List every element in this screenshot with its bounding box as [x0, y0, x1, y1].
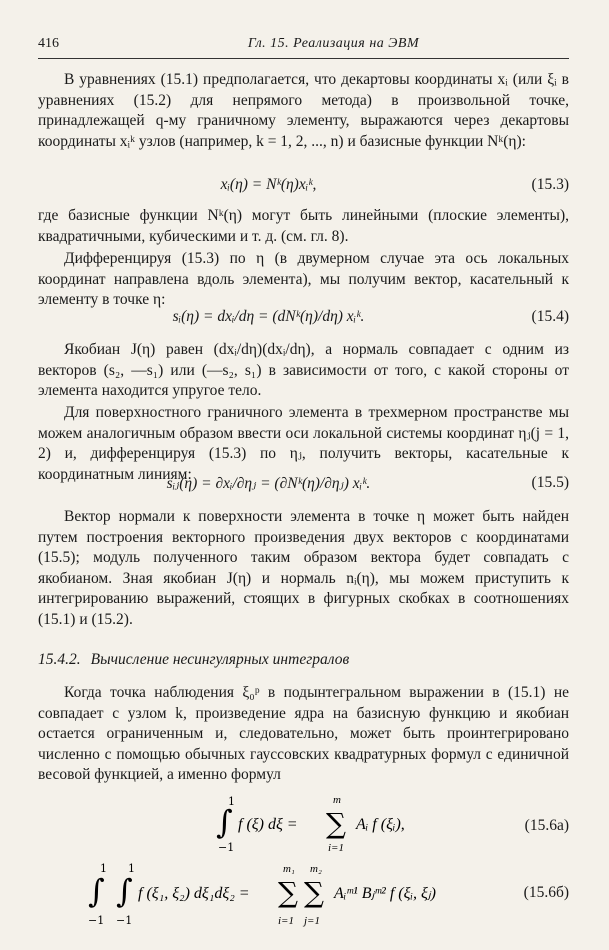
equation-number: (15.3) [531, 176, 569, 193]
paragraph-6: Вектор нормали к поверхности элемента в точке η может быть найден путем построения векторного произведения двух векторов с координатами (15.5); модуль полученного таким образом вектора будет совпадать с якобианом. Зная якобиан J(η) и нормаль nᵢ(η), мы можем приступить к интегрированию выражений, стоящих в фигурных скобках в соотношениях (15.1) и (15.2). [38, 508, 569, 628]
equation-15-3 [38, 176, 569, 200]
equation-number: (15.5) [531, 474, 569, 491]
sum-upper-1: m₁ [283, 863, 295, 875]
integral-sign-1: ∫ [88, 872, 105, 910]
equation-15-4 [38, 308, 569, 332]
equation-formula: sᵢ(η) = dxᵢ/dη = (dNᵏ(η)/dη) xᵢᵏ. [172, 308, 365, 325]
sum-sign-2: ∑ [304, 876, 324, 909]
equation-formula: xᵢ(η) = Nᵏ(η)xᵢᵏ, [220, 176, 317, 193]
lower-limit-1: −1 [88, 914, 105, 927]
page-number: 416 [38, 36, 59, 51]
paragraph-1: В уравнениях (15.1) предполагается, что декартовы координаты xᵢ (или ξᵢ в уравнениях (15.2) для непрямого метода) в произвольной точке, принадлежащей q-му граничному элементу, выражаются через декартовы координаты xᵢᵏ узлов (например, k = 1, 2, ..., n) и базисные функции Nᵏ(η): [38, 71, 569, 150]
lower-limit: −1 [218, 841, 235, 854]
equation-15-6b [38, 862, 569, 928]
sum-term: Aᵢᵐ¹ Bⱼᵐ² f (ξᵢ, ξⱼ) [334, 885, 436, 902]
sum-lower-2: j=1 [304, 915, 320, 927]
equation-formula: sᵢⱼ(η) = ∂xᵢ/∂ηⱼ = (∂Nᵏ(η)/∂ηⱼ) xᵢᵏ. [166, 475, 371, 492]
equation-15-6a [38, 795, 569, 855]
lower-limit-2: −1 [116, 914, 133, 927]
equation-number: (15.6а) [524, 817, 569, 834]
sum-sign-1: ∑ [278, 876, 298, 909]
upper-limit: 1 [228, 795, 235, 808]
section-number: 15.4.2. [38, 651, 81, 668]
equation-15-5 [38, 474, 569, 498]
upper-limit-1: 1 [100, 862, 107, 875]
integrand: f (ξ₁, ξ₂) dξ₁dξ₂ = [138, 885, 250, 902]
upper-limit-2: 1 [128, 862, 135, 875]
sum-lower-1: i=1 [278, 915, 294, 927]
paragraph-5: Для поверхностного граничного элемента в трехмерном пространстве мы можем аналогичным образом ввести оси локальной системы координат ηⱼ(j = 1, 2) и, дифференцируя (15.3) по ηⱼ, получить векторы, касательные к координатным линиям: [38, 404, 569, 483]
integral-sign-2: ∫ [116, 872, 133, 910]
paragraph-7: Когда точка наблюдения ξ₀ᵖ в подынтегральном выражении в (15.1) не совпадает с узлом k, произведение ядра на базисную функцию и якобиан остается ограниченным и, следовательно, может быть проинтегрировано численно с помощью обычных гауссовских квадратурных формул с единичной весовой функцией, а именно формул [38, 684, 569, 783]
paragraph-3: Дифференцируя (15.3) по η (в двумерном случае эта ось локальных координат направлена вдоль элемента), мы получим вектор, касательный к элементу в точке η: [38, 250, 569, 308]
equation-number: (15.6б) [523, 884, 569, 901]
running-head: Гл. 15. Реализация на ЭВМ [247, 36, 420, 51]
section-heading [38, 651, 569, 669]
equation-15-6b-graphic [38, 862, 498, 928]
section-title: Вычисление несингулярных интегралов [90, 651, 350, 668]
page-header [38, 34, 569, 59]
sum-upper: m [333, 795, 341, 806]
paragraph-4: Якобиан J(η) равен (dxᵢ/dη)(dxᵢ/dη), а нормаль совпадает с одним из векторов (s₂, —s₁) или (—s₂, s₁) в зависимости от того, с какой стороны от элемента находится упругое тело. [38, 341, 569, 399]
sum-lower: i=1 [328, 842, 344, 854]
equation-number: (15.4) [531, 308, 569, 325]
sum-sign: ∑ [326, 807, 346, 840]
paragraph-2: где базисные функции Nᵏ(η) могут быть линейными (плоские элементы), квадратичными, кубическими и т. д. (см. гл. 8). [38, 207, 569, 245]
equation-15-6a-graphic [38, 795, 498, 855]
sum-upper-2: m₂ [310, 863, 322, 875]
sum-term: Aᵢ f (ξᵢ), [356, 816, 405, 833]
integrand: f (ξ) dξ = [238, 816, 298, 833]
integral-sign: ∫ [216, 803, 233, 841]
